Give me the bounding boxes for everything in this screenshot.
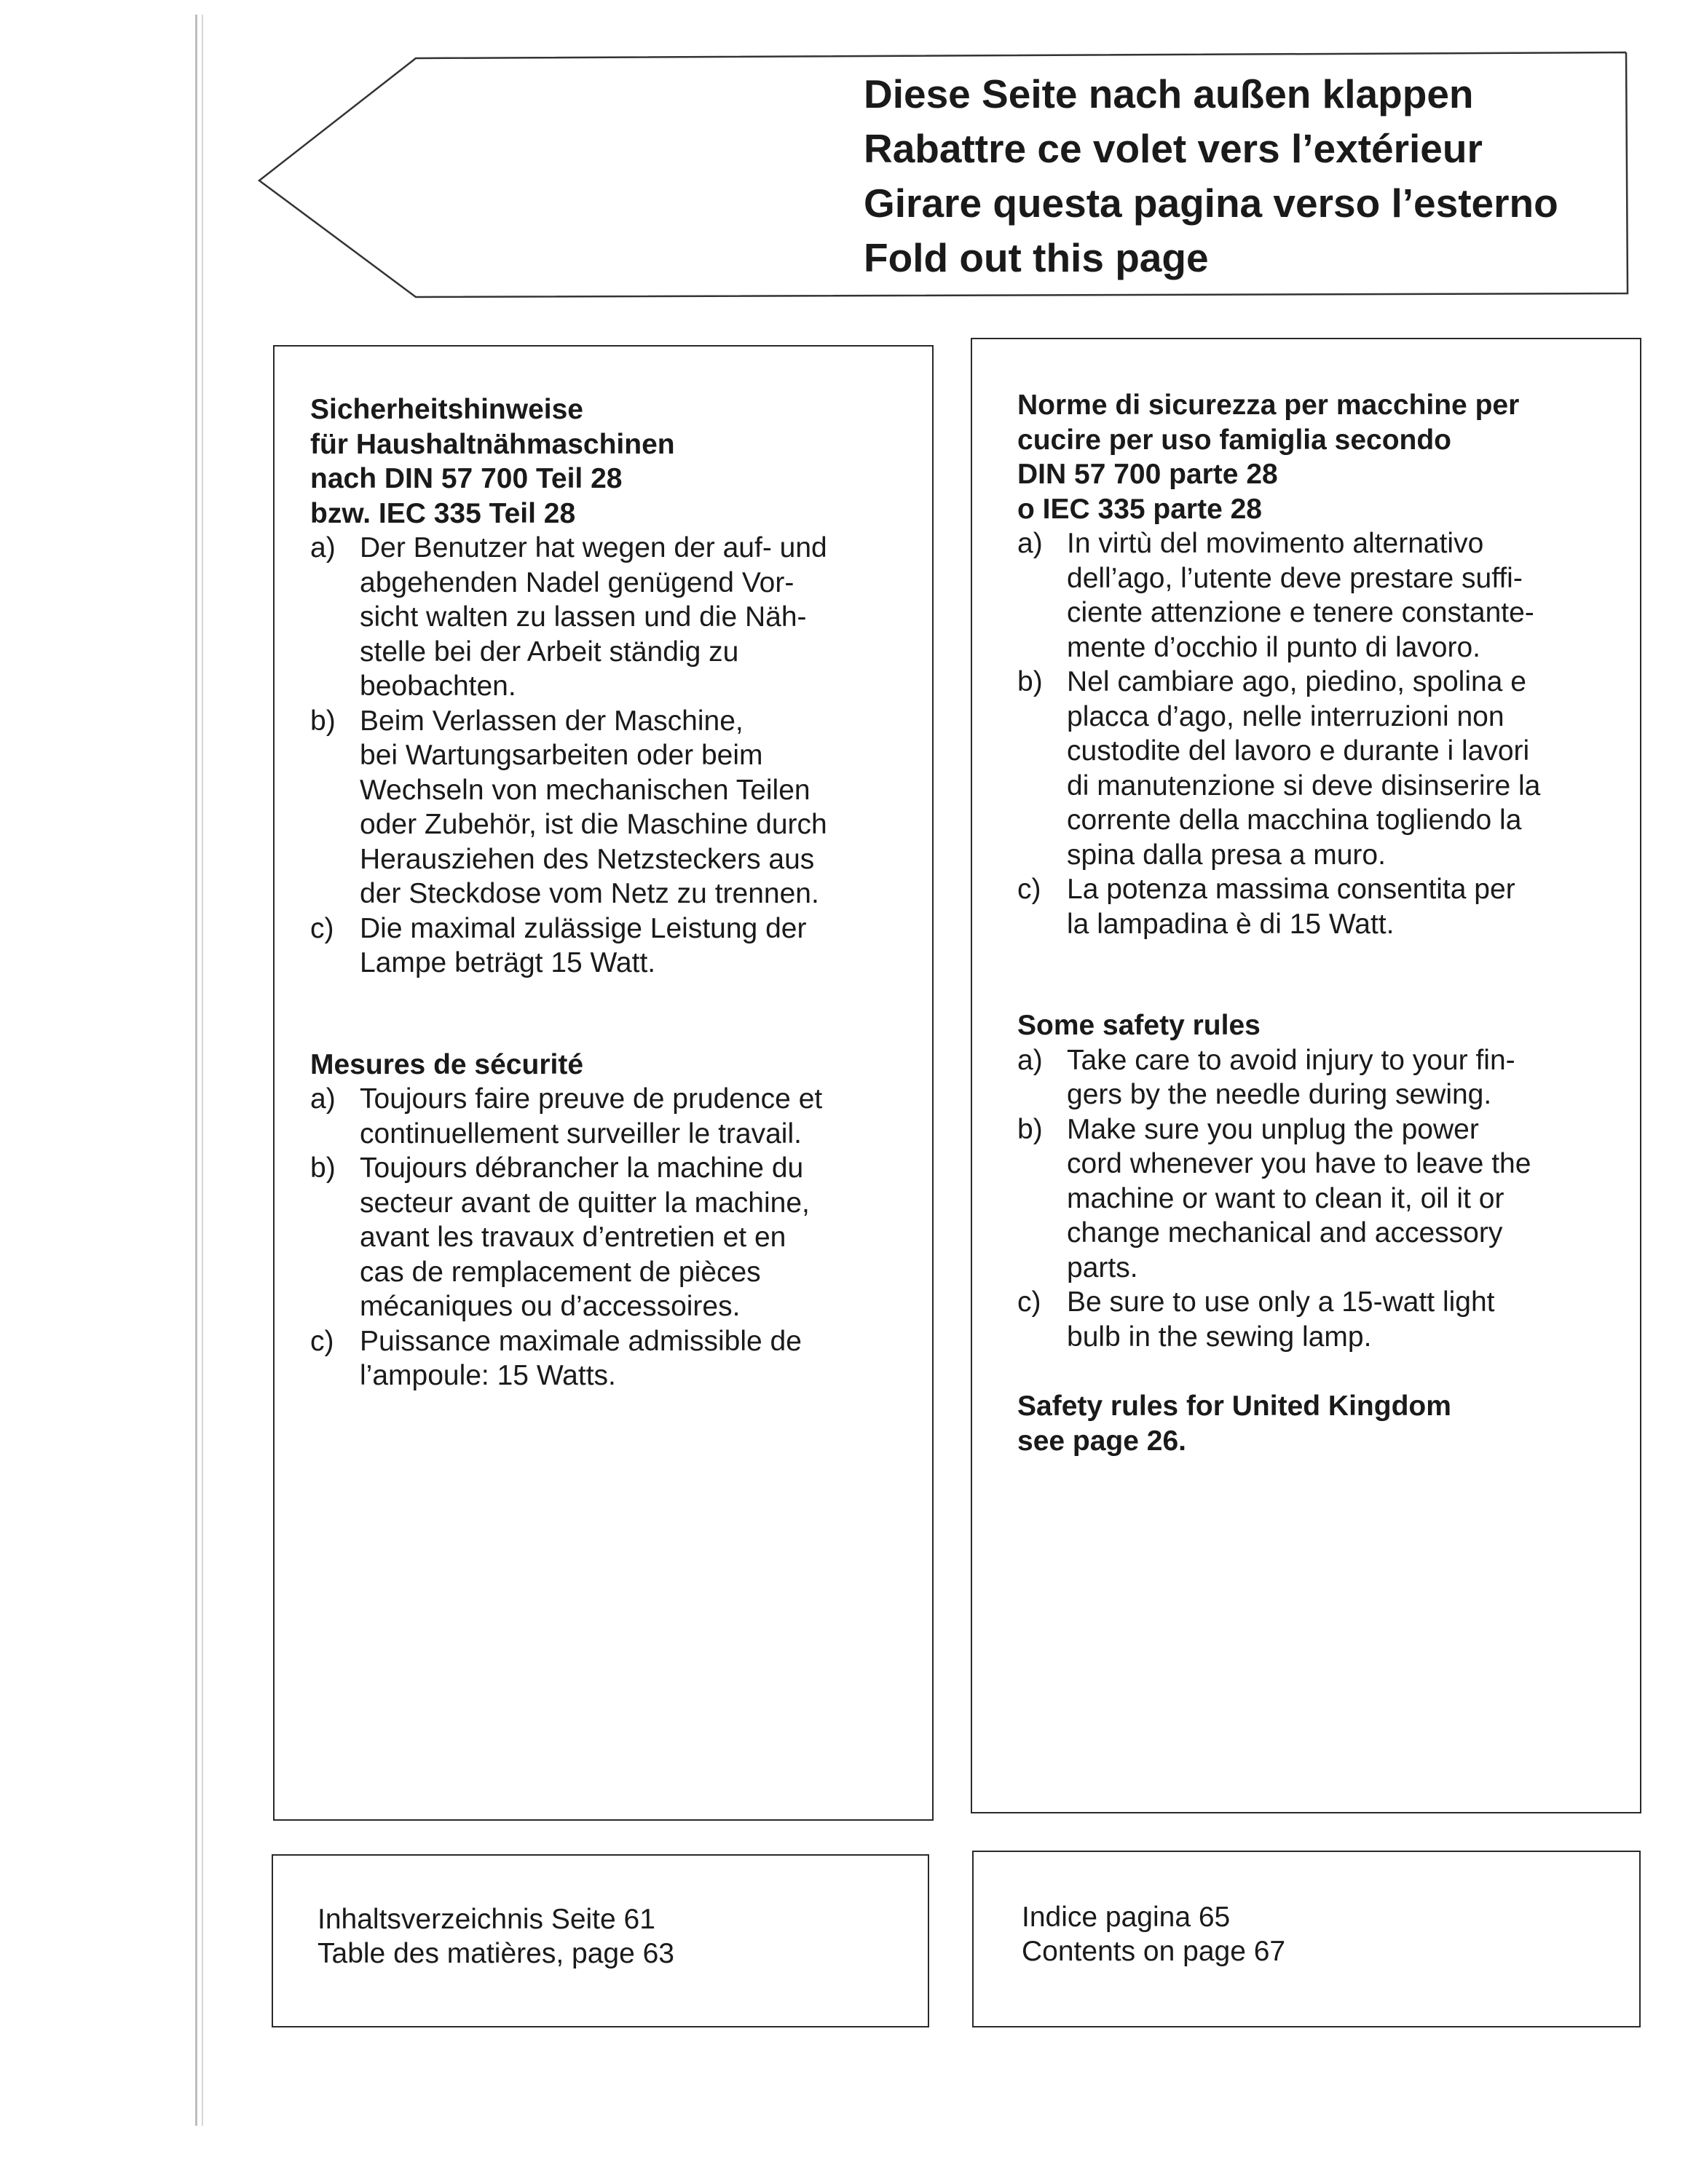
fold-notice-english: Fold out this page [864, 235, 1209, 280]
german-safety-section [310, 392, 827, 981]
contents-english: Contents on page 67 [1022, 1936, 1286, 1967]
contents-references-right [1022, 1900, 1285, 1969]
english-item-a: a) Take care to avoid injury to your fin- gers by the needle during sewing. [1017, 1044, 1515, 1110]
german-heading: Sicherheitshinweise für Haushaltnähmaschinen nach DIN 57 700 Teil 28 bzw. IEC 335 Teil 28 [310, 394, 675, 529]
french-item-c: c) Puissance maximale admissible de l’ampoule: 15 Watts. [310, 1325, 802, 1391]
german-item-c: c) Die maximal zulässige Leistung der Lampe beträgt 15 Watt. [310, 912, 807, 978]
binding-edge [195, 15, 203, 2126]
fold-notice-french: Rabattre ce volet vers l’extérieur [864, 126, 1483, 171]
french-item-b: b) Toujours débrancher la machine du secteur avant de quitter la machine, avant les travaux d’entretien et en cas de remplacement de pièces mécaniques ou d’accessoires. [310, 1152, 810, 1322]
uk-safety-note: Safety rules for United Kingdom see page 26. [1017, 1390, 1451, 1457]
safety-column-right [1017, 388, 1540, 1458]
fold-out-notice [864, 67, 1558, 285]
german-item-b: b) Beim Verlassen der Maschine, bei Wartungsarbeiten oder beim Wechseln von mechanischen Teilen oder Zubehör, ist die Maschine durch Herausziehen des Netzsteckers aus der Steckdose vom Netz zu trennen. [310, 705, 827, 909]
italian-safety-section [1017, 388, 1540, 941]
german-item-a: a) Der Benutzer hat wegen der auf- und abgehenden Nadel genügend Vor- sicht walten zu lassen und die Näh- stelle bei der Arbeit ständig zu beobachten. [310, 532, 827, 702]
contents-italian: Indice pagina 65 [1022, 1902, 1231, 1933]
english-item-b: b) Make sure you unplug the power cord whenever you have to leave the machine or want to clean it, oil it or change mechanical and accessory parts. [1017, 1113, 1531, 1283]
fold-notice-german: Diese Seite nach außen klappen [864, 71, 1474, 116]
italian-heading: Norme di sicurezza per macchine per cucire per uso famiglia secondo DIN 57 700 parte 28 o IEC 335 parte 28 [1017, 389, 1520, 525]
english-item-c: c) Be sure to use only a 15-watt light bulb in the sewing lamp. [1017, 1286, 1495, 1353]
contents-references-left [318, 1902, 674, 1971]
french-item-a: a) Toujours faire preuve de prudence et continuellement surveiller le travail. [310, 1083, 823, 1150]
french-heading: Mesures de sécurité [310, 1048, 584, 1080]
italian-item-c: c) La potenza massima consentita per la lampadina è di 15 Watt. [1017, 874, 1515, 940]
italian-item-a: a) In virtù del movimento alternativo dell’ago, l’utente deve prestare suffi- ciente attenzione e tenere constante- mente d’occhio il punto di lavoro. [1017, 528, 1534, 663]
english-heading: Some safety rules [1017, 1010, 1261, 1041]
english-safety-section [1017, 1008, 1540, 1458]
fold-notice-italian: Girare questa pagina verso l’esterno [864, 181, 1558, 226]
contents-german: Inhaltsverzeichnis Seite 61 [318, 1904, 655, 1935]
safety-column-left [310, 392, 827, 1393]
contents-french: Table des matières, page 63 [318, 1938, 674, 1969]
italian-item-b: b) Nel cambiare ago, piedino, spolina e placca d’ago, nelle interruzioni non custodite del lavoro e durante i lavori di manutenzione si deve disinserire la corrente della macchina togliendo la spina dalla presa a muro. [1017, 666, 1541, 871]
french-safety-section [310, 1048, 827, 1393]
